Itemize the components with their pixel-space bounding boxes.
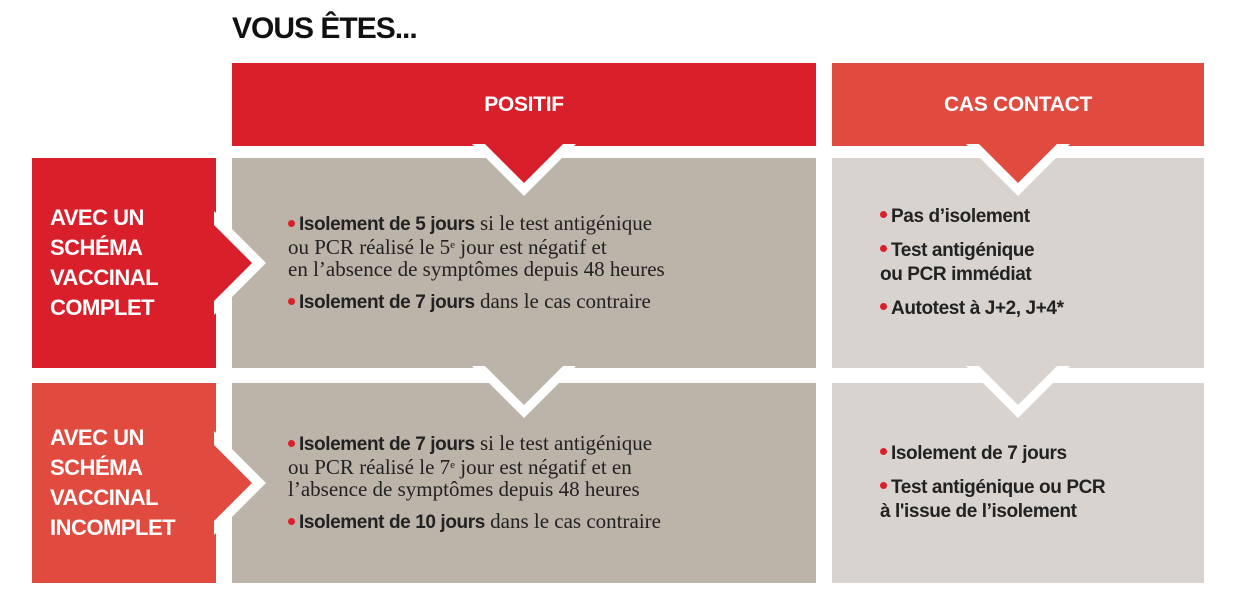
pointer-contact-down-1 (966, 144, 1070, 204)
item-lead: Isolement de 7 jours (299, 292, 475, 313)
item-text: l’absence de symptômes depuis 48 heures (288, 477, 640, 501)
list-item (880, 297, 1194, 321)
row-header-incomplete-line: AVEC UN (50, 425, 144, 450)
bullet-icon (880, 303, 887, 310)
row-header-incomplete-line: VACCINAL (50, 485, 159, 510)
row-header-complete-line: SCHÉMA (50, 235, 143, 260)
item-text: dans le cas contraire (484, 509, 661, 533)
column-header-contact-label: CAS CONTACT (944, 92, 1092, 116)
row-header-complete (32, 158, 216, 368)
column-header-positive (232, 63, 816, 146)
item-text: Test antigénique ou PCR (891, 477, 1106, 498)
column-header-contact (832, 63, 1204, 146)
list-item (288, 510, 806, 534)
pointer-positive-down-1 (472, 144, 576, 204)
row-header-complete-line: VACCINAL (50, 265, 159, 290)
pointer-contact-down-2 (966, 366, 1070, 426)
list-item (880, 476, 1194, 524)
column-header-positive-label: POSITIF (484, 92, 564, 116)
row-header-incomplete-line: SCHÉMA (50, 455, 143, 480)
item-text: ou PCR réalisé le 7 (288, 455, 451, 479)
page-title: VOUS ÊTES... (232, 12, 417, 45)
item-text: en l’absence de symptômes depuis 48 heures (288, 257, 665, 281)
item-text: dans le cas contraire (474, 289, 651, 313)
list-item (288, 290, 806, 314)
bullet-icon (288, 440, 295, 447)
item-text: Pas d’isolement (891, 206, 1030, 227)
item-text: Isolement de 7 jours (891, 443, 1067, 464)
bullet-icon (880, 211, 887, 218)
superscript: e (450, 239, 456, 251)
row-header-incomplete (32, 383, 216, 583)
item-lead: Isolement de 7 jours (299, 434, 475, 455)
list-item (288, 432, 806, 500)
item-lead: Isolement de 10 jours (299, 512, 485, 533)
list-item (288, 212, 806, 280)
list-item (880, 442, 1194, 466)
bullet-icon (880, 448, 887, 455)
pointer-positive-down-2 (472, 366, 576, 426)
pointer-row-right-1 (214, 211, 274, 315)
bullet-icon (288, 220, 295, 227)
item-text: Test antigénique (891, 240, 1035, 261)
item-text: si le test antigénique (474, 211, 653, 235)
bullet-icon (288, 298, 295, 305)
item-text: jour est négatif et en (455, 455, 632, 479)
bullet-icon (880, 245, 887, 252)
item-text: à l'issue de l’isolement (880, 501, 1077, 522)
item-text: si le test antigénique (474, 431, 653, 455)
superscript: e (450, 459, 456, 471)
row-header-complete-line: COMPLET (50, 295, 155, 320)
item-text: ou PCR réalisé le 5 (288, 235, 451, 259)
list-item (880, 205, 1194, 229)
row-header-incomplete-line: INCOMPLET (50, 515, 176, 540)
bullet-icon (288, 518, 295, 525)
bullet-icon (880, 482, 887, 489)
item-text: Autotest à J+2, J+4* (891, 298, 1064, 319)
item-text: jour est négatif et (455, 235, 607, 259)
item-text: ou PCR immédiat (880, 264, 1032, 285)
list-item (880, 239, 1194, 287)
pointer-row-right-2 (214, 431, 274, 535)
item-lead: Isolement de 5 jours (299, 214, 475, 235)
row-header-complete-line: AVEC UN (50, 205, 144, 230)
